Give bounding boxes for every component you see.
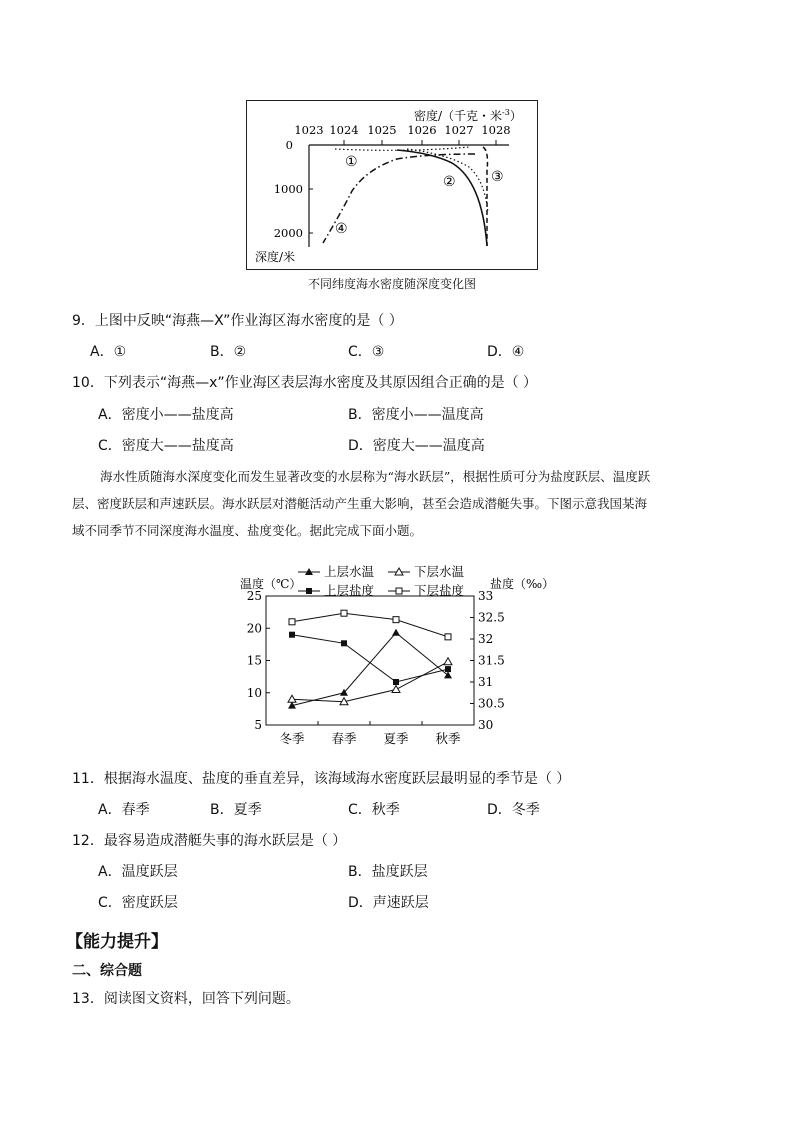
legend-label-3: 下层盐度	[414, 583, 465, 598]
legend-label-2: 上层盐度	[324, 583, 375, 598]
series-2-point	[341, 640, 347, 646]
q10-option-d[interactable]: D．密度大——温度高	[348, 438, 485, 454]
passage-line-2: 层、密度跃层和声速跃层。海水跃层对潜艇活动产生重大影响，甚至会造成潜艇失事。下图示意我国某海	[72, 496, 648, 511]
q12-option-d[interactable]: D．声速跃层	[348, 895, 429, 911]
series-3-point	[445, 634, 451, 640]
q10-option-a[interactable]: A．密度小——盐度高	[98, 407, 234, 423]
x-category-label: 夏季	[383, 731, 409, 746]
legend-marker-3	[396, 588, 402, 594]
q9-option-b[interactable]: B．②	[210, 344, 247, 360]
q11-stem: 11．根据海水温度、盐度的垂直差异，该海域海水密度跃层最明显的季节是（ ）	[72, 771, 571, 787]
passage	[72, 463, 722, 544]
left-tick-label: 25	[246, 589, 262, 603]
curve-label-1: ①	[345, 154, 358, 170]
left-tick-label: 10	[246, 685, 262, 700]
right-tick-label: 30	[478, 718, 494, 732]
density-depth-figure	[246, 100, 538, 270]
right-tick-label: 30.5	[478, 696, 505, 711]
legend-label-1: 下层水温	[414, 564, 465, 579]
series-0-point	[444, 671, 452, 678]
x-tick-1028: 1028	[481, 123, 511, 137]
curve-2-line	[397, 150, 487, 246]
figure1-caption: 不同纬度海水密度随深度变化图	[307, 277, 476, 291]
curve-label-2: ②	[443, 174, 456, 190]
x-category-label: 秋季	[435, 731, 461, 746]
series-1-point	[392, 686, 400, 693]
left-tick-label: 5	[254, 718, 262, 732]
right-axis-title: 盐度（‰）	[490, 577, 555, 591]
y-tick-1000: 1000	[273, 182, 303, 196]
series-3-point	[289, 619, 295, 625]
series-2-point	[289, 632, 295, 638]
q11-option-b[interactable]: B．夏季	[210, 802, 262, 818]
section-subheader: 二、综合题	[72, 963, 142, 979]
plot-frame	[266, 596, 474, 725]
season-temp-salinity-chart	[236, 560, 555, 755]
x-category-label: 春季	[331, 731, 357, 746]
q9-option-a[interactable]: A．①	[90, 344, 127, 360]
series-3-point	[341, 610, 347, 616]
passage-line-1: 海水性质随海水深度变化而发生显著改变的水层称为“海水跃层”，根据性质可分为盐度跃层、温度跃	[100, 469, 651, 484]
q12-option-c[interactable]: C．密度跃层	[98, 895, 178, 911]
q9-option-c[interactable]: C．③	[348, 344, 385, 360]
series-0-point	[392, 629, 400, 636]
q9-stem: 9．上图中反映“海燕—X”作业海区海水密度的是（ ）	[72, 313, 403, 329]
series-line-2	[292, 635, 448, 682]
series-2-point	[445, 666, 451, 672]
density-depth-svg	[247, 101, 537, 269]
right-tick-label: 32.5	[478, 610, 505, 625]
density-axis-title: 密度/（千克・米$^{-3}$）	[414, 108, 522, 123]
legend-label-0: 上层水温	[324, 564, 375, 579]
q10-option-b[interactable]: B．密度小——温度高	[348, 407, 484, 423]
y-tick-2000: 2000	[273, 226, 303, 240]
left-tick-label: 15	[246, 653, 262, 668]
left-axis-title: 温度（℃）	[240, 577, 302, 591]
series-2-point	[393, 679, 399, 685]
x-tick-1026: 1026	[407, 123, 437, 137]
q13-stem: 13．阅读图文资料，回答下列问题。	[72, 991, 300, 1007]
x-tick-1025: 1025	[367, 123, 397, 137]
right-tick-label: 33	[478, 589, 494, 603]
chart-legend	[298, 564, 465, 598]
curve-label-4: ④	[335, 221, 348, 237]
q12-option-a[interactable]: A．温度跃层	[98, 864, 178, 880]
x-tick-1024: 1024	[329, 123, 359, 137]
curve-label-3: ③	[491, 169, 504, 185]
series-line-3	[292, 613, 448, 637]
passage-line-3: 域不同季节不同深度海水温度、盐度变化。据此完成下面小题。	[72, 523, 423, 538]
right-tick-label: 31.5	[478, 653, 505, 668]
series-1-point	[444, 658, 452, 665]
series-line-1	[292, 662, 448, 702]
series-1-point	[288, 695, 296, 702]
depth-axis-title: 深度/米	[255, 250, 296, 264]
right-tick-label: 32	[478, 632, 494, 646]
q11-option-d[interactable]: D．冬季	[487, 802, 540, 818]
q9-option-d[interactable]: D．④	[487, 344, 525, 360]
q10-option-c[interactable]: C．密度大——盐度高	[98, 438, 234, 454]
series-line-0	[292, 633, 448, 706]
right-tick-label: 31	[478, 675, 494, 689]
q12-option-b[interactable]: B．盐度跃层	[348, 864, 428, 880]
chart-plot	[247, 589, 505, 746]
x-tick-1027: 1027	[444, 123, 474, 137]
q12-stem: 12．最容易造成潜艇失事的海水跃层是（ ）	[72, 833, 347, 849]
q10-stem: 10．下列表示“海燕—x”作业海区表层海水密度及其原因组合正确的是（ ）	[72, 375, 538, 391]
q11-option-c[interactable]: C．秋季	[348, 802, 400, 818]
left-tick-label: 20	[246, 621, 262, 636]
x-tick-1023: 1023	[294, 123, 324, 137]
legend-marker-2	[306, 588, 312, 594]
y-tick-0: 0	[285, 138, 293, 152]
q11-option-a[interactable]: A．春季	[98, 802, 150, 818]
section-header: 【能力提升】	[66, 932, 168, 952]
series-3-point	[393, 617, 399, 623]
x-category-label: 冬季	[279, 731, 305, 746]
